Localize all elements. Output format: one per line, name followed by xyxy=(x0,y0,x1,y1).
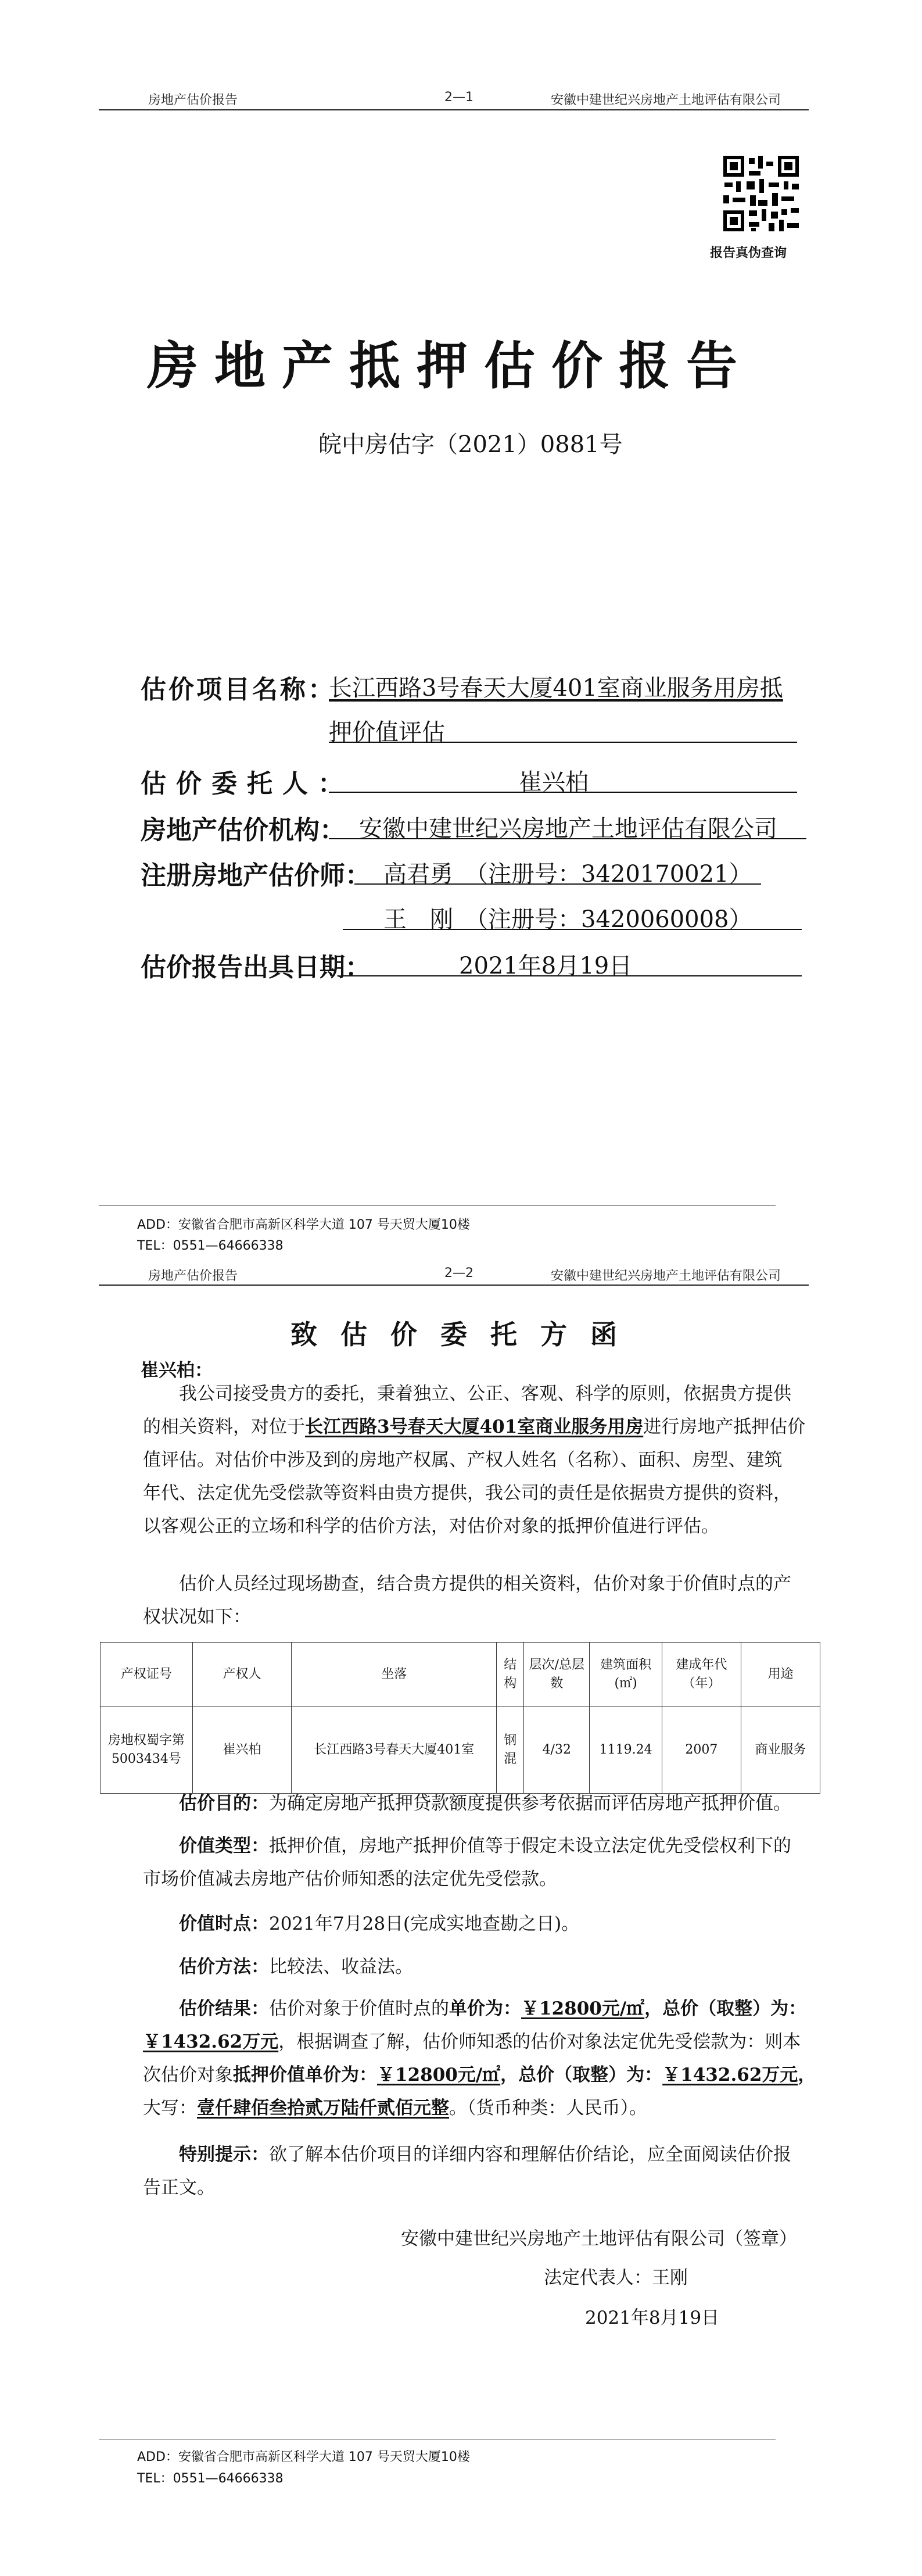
footer-address-1: ADD：安徽省合肥市高新区科学大道 107 号天贸大厦10楼 xyxy=(137,1218,470,1232)
table-cell: 2007 xyxy=(662,1706,741,1794)
table-header-cell: 用途 xyxy=(741,1643,820,1706)
letter-paragraph-1: 我公司接受贵方的委托，秉着独立、公正、客观、科学的原则，依据贵方提供 的相关资料，对位于长江西路3号春天大厦401室商业服务用房进行房地产抵押估价 值评估。对估价中涉及到的房地产权属、产权人姓名（名称）、面积、房型、建筑 年代、法定优先受偿款等资料由贵方提供，我公司的责任是依据贵方提供的资料， 以客观公正的立场和科学的估价方法，对估价对象的抵押价值进行评估。 xyxy=(143,1383,806,1537)
header-rule-2 xyxy=(99,1285,809,1286)
qr-caption: 报告真伪查询 xyxy=(710,246,787,260)
project-name-value-line1: 长江西路3号春天大厦401室商业服务用房抵 xyxy=(329,675,783,702)
agency-label: 房地产估价机构： xyxy=(141,815,345,845)
header-rule xyxy=(99,109,809,110)
footer-address-2: ADD：安徽省合肥市高新区科学大道 107 号天贸大厦10楼 xyxy=(137,2450,470,2464)
agency-underline xyxy=(329,838,806,839)
letter-paragraph-2: 估价人员经过现场勘查，结合贵方提供的相关资料，估价对象于价值时点的产 权状况如下： xyxy=(143,1573,791,1627)
table-header-cell: 结构 xyxy=(497,1643,524,1706)
appraiser-2-underline xyxy=(343,929,802,930)
value-time-paragraph: 价值时点：2021年7月28日(完成实地查勘之日)。 xyxy=(179,1913,580,1934)
table-header-cell: 坐落 xyxy=(292,1643,497,1706)
property-table xyxy=(100,1642,820,1794)
header-left: 房地产估价报告 xyxy=(148,93,238,108)
table-cell: 钢混 xyxy=(497,1706,524,1794)
appraiser-label: 注册房地产估价师： xyxy=(141,861,371,890)
header-right-2: 安徽中建世纪兴房地产土地评估有限公司 xyxy=(551,1269,781,1283)
table-row xyxy=(101,1706,820,1794)
agency-value: 安徽中建世纪兴房地产土地评估有限公司 xyxy=(359,815,777,842)
appraiser-1-underline xyxy=(354,883,761,885)
value-type-paragraph: 价值类型：抵押价值，房地产抵押价值等于假定未设立法定优先受偿权利下的 市场价值减去房地产估价师知悉的法定优先受偿款。 xyxy=(143,1836,791,1890)
table-cell: 1119.24 xyxy=(590,1706,662,1794)
table-header-cell: 建筑面积(㎡) xyxy=(590,1643,662,1706)
header-left-2: 房地产估价报告 xyxy=(148,1269,238,1283)
header-page-number: 2—1 xyxy=(444,90,473,105)
report-date-underline xyxy=(343,975,802,976)
signature-company: 安徽中建世纪兴房地产土地评估有限公司（签章） xyxy=(401,2228,797,2249)
client-underline xyxy=(329,792,797,793)
special-tip-paragraph: 特别提示：欲了解本估价项目的详细内容和理解估价结论，应全面阅读估价报 告正文。 xyxy=(143,2144,791,2198)
footer-tel-2: TEL：0551—64666338 xyxy=(137,2471,284,2486)
table-header-cell: 层次/总层数 xyxy=(524,1643,590,1706)
table-header-cell: 建成年代（年） xyxy=(662,1643,741,1706)
project-name-value-line2: 押价值评估 xyxy=(329,719,445,746)
report-date-value: 2021年8月19日 xyxy=(459,953,633,979)
table-cell: 商业服务 xyxy=(741,1706,820,1794)
report-date-label: 估价报告出具日期： xyxy=(141,953,371,982)
result-paragraph: 估价结果：估价对象于价值时点的单价为：￥12800元/㎡，总价（取整）为： ￥1432.62万元，根据调查了解，估价师知悉的估价对象法定优先受偿款为：则本 次估价对象抵押价值单价为：￥12800元/㎡，总价（取整）为：￥1432.62万元， 大写：壹仟肆佰叁拾贰万陆仟贰佰元整。（货币种类：人民币）。 xyxy=(143,1998,816,2119)
method-paragraph: 估价方法：比较法、收益法。 xyxy=(179,1956,413,1977)
qr-code-icon[interactable] xyxy=(723,156,799,231)
table-cell: 崔兴柏 xyxy=(192,1706,291,1794)
table-header-cell: 产权证号 xyxy=(101,1643,193,1706)
table-cell: 房地权蜀字第5003434号 xyxy=(101,1706,193,1794)
purpose-paragraph: 估价目的：为确定房地产抵押贷款额度提供参考依据而评估房地产抵押价值。 xyxy=(179,1793,791,1814)
table-header-cell: 产权人 xyxy=(192,1643,291,1706)
document-number: 皖中房估字（2021）0881号 xyxy=(318,431,623,458)
appraiser-1: 高君勇 （注册号：3420170021） xyxy=(383,861,752,888)
letter-salutation: 崔兴柏： xyxy=(141,1360,213,1381)
header-page-number-2: 2—2 xyxy=(444,1266,473,1280)
signature-representative: 法定代表人：王刚 xyxy=(544,2267,688,2288)
header-right: 安徽中建世纪兴房地产土地评估有限公司 xyxy=(551,93,781,108)
table-header-row xyxy=(101,1643,820,1706)
signature-date: 2021年8月19日 xyxy=(585,2307,720,2328)
footer-tel-1: TEL：0551—64666338 xyxy=(137,1239,284,1253)
client-value: 崔兴柏 xyxy=(519,769,589,796)
project-name-underline xyxy=(329,742,797,743)
project-name-label: 估价项目名称： xyxy=(141,675,336,704)
appraiser-2: 王 刚 （注册号：3420060008） xyxy=(383,906,752,933)
table-cell: 4/32 xyxy=(524,1706,590,1794)
client-label: 估价委托人： xyxy=(141,769,353,799)
report-title: 房地产抵押估价报告 xyxy=(147,335,754,396)
table-cell: 长江西路3号春天大厦401室 xyxy=(292,1706,497,1794)
letter-title: 致估价委托方函 xyxy=(290,1319,640,1350)
